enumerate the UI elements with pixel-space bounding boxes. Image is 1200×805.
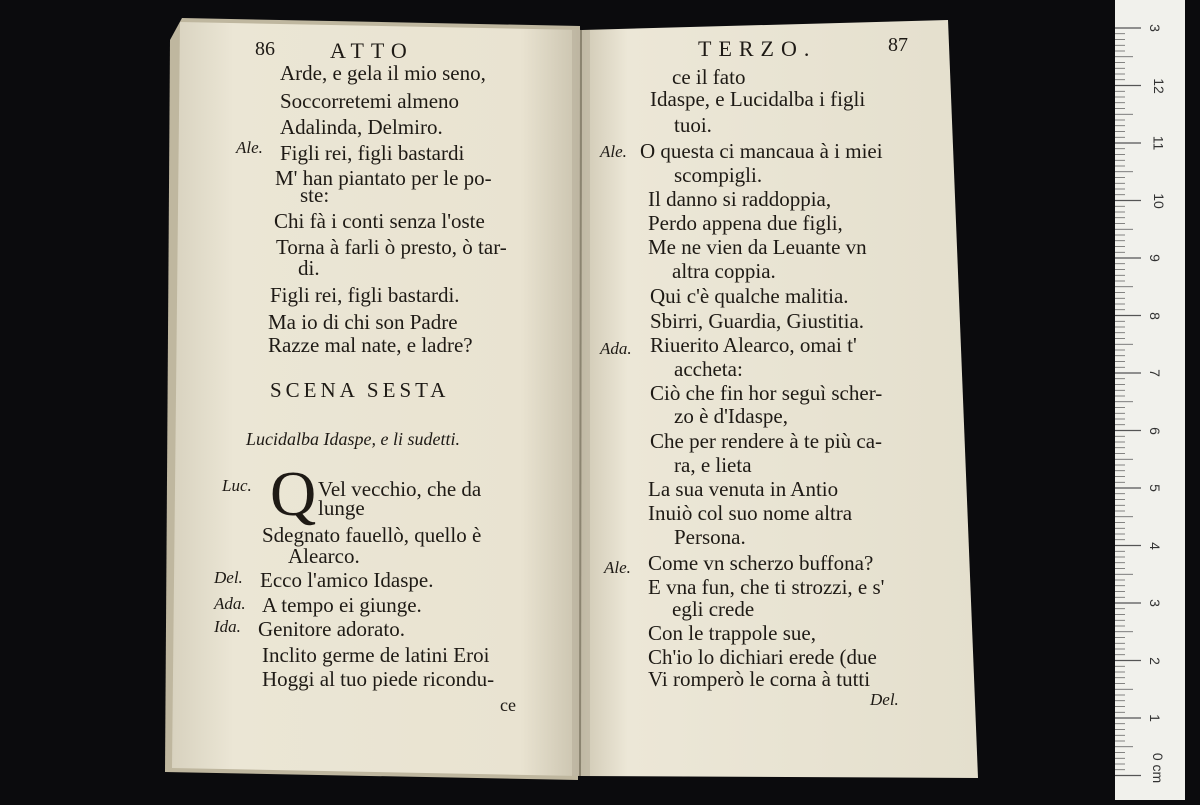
ruler-number: 2 [1146,656,1163,665]
text-line: Perdo appena due figli, [648,211,843,235]
text-line: Persona. [674,525,746,549]
text-line: Razze mal nate, e ladre? [268,333,473,357]
text-line: Come vn scherzo buffona? [648,551,874,575]
ruler-number: 7 [1146,369,1163,377]
text-line: ra, e lieta [674,453,752,477]
stage-direction: Lucidalba Idaspe, e li sudetti. [246,429,460,449]
text-line: altra coppia. [672,259,776,283]
text-line: Me ne vien da Leuante vn [648,235,867,259]
text-line: Inclito germe de latini Eroi [262,643,490,667]
text-line: Sbirri, Guardia, Giustitia. [650,309,865,333]
text-line: Sdegnato fauellò, quello è [262,523,482,547]
speaker-label: Ale. [604,558,631,577]
text-line: Inuiò col suo nome altra [648,501,853,525]
text-line: zo è d'Idaspe, [674,404,788,428]
text-line: Torna à farli ò presto, ò tar- [276,235,507,259]
text-line: Hoggi al tuo piede ricondu- [262,667,495,691]
speaker-label: Del. [214,568,243,587]
drop-cap: Q [270,458,317,529]
text-line: accheta: [674,357,743,381]
ruler-number: 4 [1146,541,1163,550]
ruler-number: 3 [1146,599,1163,607]
text-line: Ciò che fin hor seguì scher- [650,381,883,405]
speaker-label: Ale. [600,142,627,161]
speaker-label: Ida. [214,617,241,636]
running-head-right: TERZO. [698,36,817,61]
ruler-number: 5 [1146,484,1163,492]
ruler-number: 9 [1146,254,1163,262]
text-line: Soccorretemi almeno [280,89,460,113]
ruler-number: 8 [1146,311,1163,320]
text-line: Ma io di chi son Padre [268,310,458,334]
text-line: Vi romperò le corna à tutti [648,667,871,691]
text-line: lunge [318,496,365,520]
text-line: Riuerito Alearco, omai t' [650,333,857,357]
page-number-left: 86 [255,38,275,60]
page-number-right: 87 [888,34,908,56]
text-line: ce il fato [672,65,746,89]
speaker-label: Luc. [222,476,252,495]
text-line: M' han piantato per le po- [275,166,492,190]
text-line: Il danno si raddoppia, [648,187,832,211]
catchword: Del. [870,690,899,709]
text-line: Con le trappole sue, [648,621,816,645]
text-line: La sua venuta in Antio [648,477,839,501]
ruler-number: 1 [1146,714,1163,722]
ruler-ticks [1115,0,1185,800]
text-line: Idaspe, e Lucidalba i figli [650,87,866,111]
text-line: egli crede [672,597,755,621]
ruler-number: 6 [1146,426,1163,435]
text-line: A tempo ei giunge. [262,593,422,617]
text-line: Figli rei, figli bastardi [280,141,465,165]
text-line: Chi fà i conti senza l'oste [274,209,485,233]
text-line: Che per rendere à te più ca- [650,429,883,453]
running-head-left: ATTO [330,38,414,63]
text-line: E vna fun, che ti strozzi, e s' [648,575,885,599]
scene-title: SCENA SESTA [270,378,450,402]
ruler-number: 3 [1146,24,1163,32]
ruler-number: 11 [1150,135,1167,151]
catchword: ce [500,695,516,715]
text-line: scompigli. [674,163,763,187]
text-line: Arde, e gela il mio seno, [280,61,486,85]
text-line: Ecco l'amico Idaspe. [260,568,434,592]
text-line: di. [298,256,320,280]
text-line: Vel vecchio, che da [318,477,482,501]
ruler-number: 10 [1150,192,1167,209]
ruler-number: 12 [1150,77,1167,94]
text-line: Qui c'è qualche malitia. [650,284,849,308]
speaker-label: Ada. [214,594,246,613]
text-line: Ch'io lo dichiari erede (due [648,645,877,669]
speaker-label: Ada. [600,339,632,358]
text-line: Alearco. [288,544,360,568]
text-line: ste: [300,183,330,207]
text-line: Genitore adorato. [258,617,405,641]
speaker-label: Ale. [236,138,263,157]
text-line: O questa ci mancaua à i miei [640,139,883,163]
text-line: Figli rei, figli bastardi. [270,283,460,307]
ruler-unit: 0 cm [1150,752,1167,784]
text-line: tuoi. [674,113,712,137]
text-line: Adalinda, Delmiro. [280,115,443,139]
measuring-ruler [1115,0,1185,800]
